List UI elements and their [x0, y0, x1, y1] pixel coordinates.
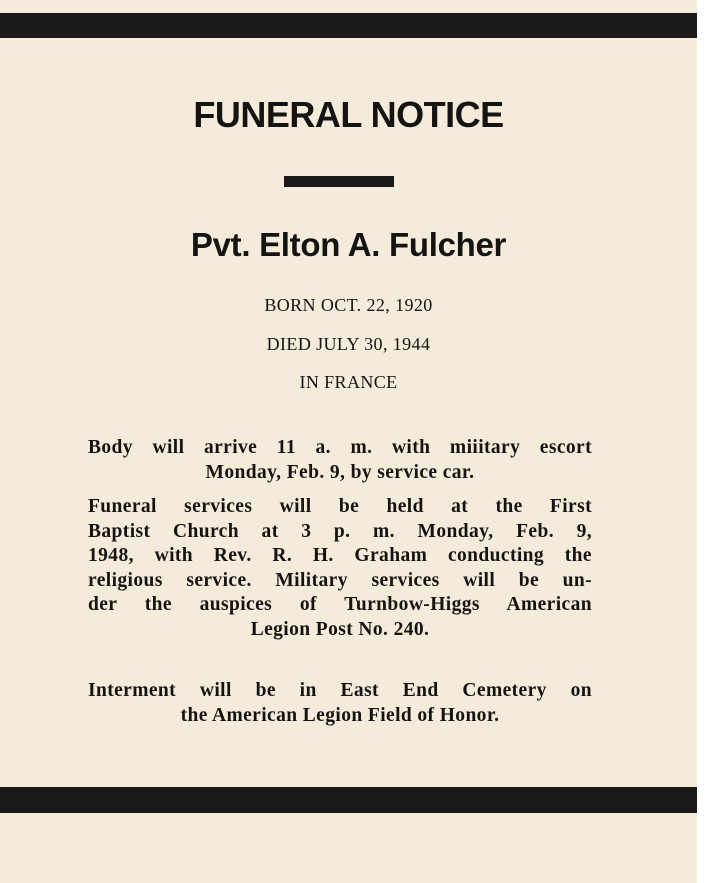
paper-margin	[697, 0, 710, 883]
services-line-5: der the auspices of Turnbow-Higgs American	[88, 594, 592, 615]
deceased-name: Pvt. Elton A. Fulcher	[190, 226, 507, 263]
interment-paragraph	[88, 679, 592, 728]
top-black-band	[0, 13, 697, 38]
birth-date: BORN OCT. 22, 1920	[264, 295, 433, 315]
death-place: IN FRANCE	[299, 372, 398, 392]
services-line-4: religious service. Military services will be un-	[88, 569, 592, 591]
death-date: DIED JULY 30, 1944	[266, 334, 431, 354]
bottom-black-band	[0, 787, 697, 813]
arrival-paragraph	[88, 436, 592, 485]
interment-line-1: Interment will be in East End Cemetery on	[88, 680, 592, 701]
services-line-3: 1948, with Rev. R. H. Graham conducting the	[88, 545, 592, 566]
services-line-6: Legion Post No. 240.	[250, 618, 430, 640]
interment-line-2: the American Legion Field of Honor.	[180, 704, 500, 726]
notice-title: FUNERAL NOTICE	[193, 94, 504, 135]
services-line-1: Funeral services will be held at the First	[88, 496, 592, 517]
services-paragraph	[88, 495, 592, 642]
arrival-line-2: Monday, Feb. 9, by service car.	[205, 461, 475, 483]
arrival-line-1: Body will arrive 11 a. m. with miiitary escort	[88, 437, 592, 458]
title-divider	[284, 176, 394, 187]
services-line-2: Baptist Church at 3 p. m. Monday, Feb. 9,	[88, 520, 592, 542]
